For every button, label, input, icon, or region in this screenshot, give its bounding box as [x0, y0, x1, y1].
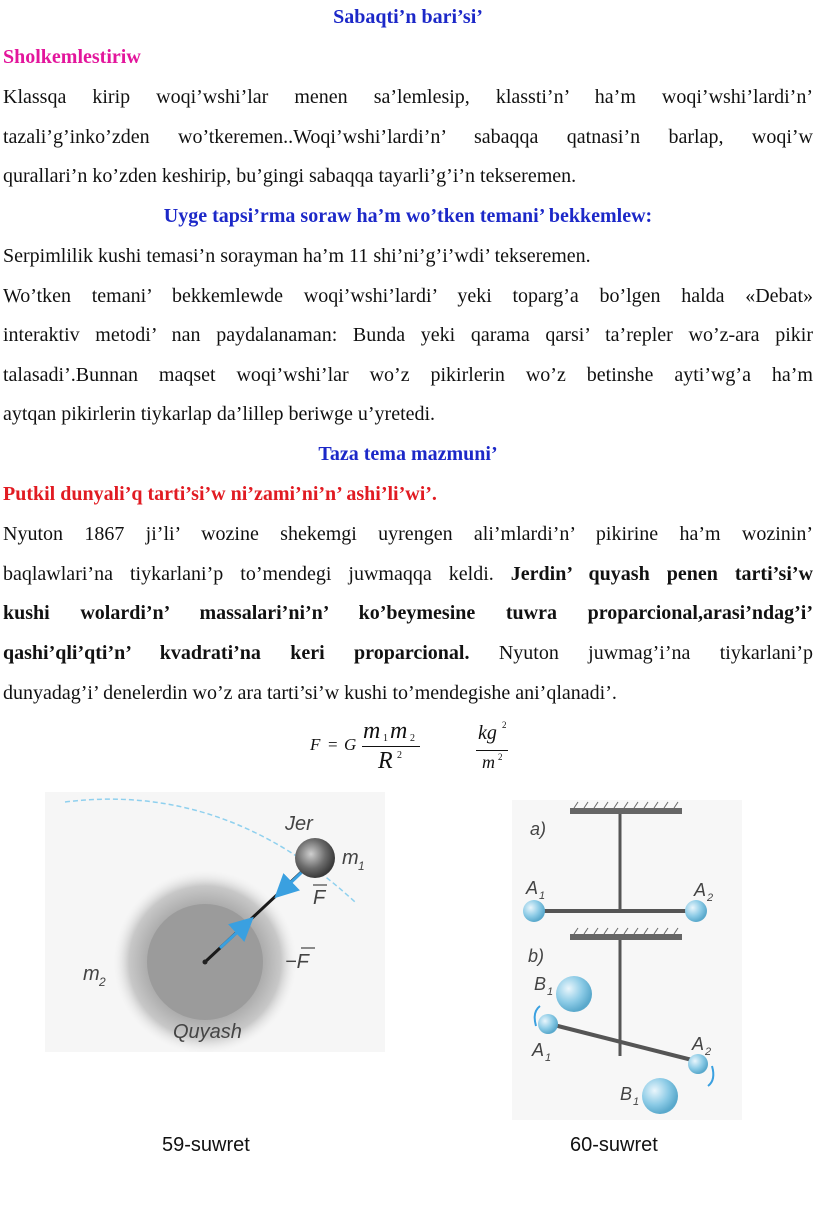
bold-text: qashi’qli’qti’n’ kvadrati’na keri proparcional.: [3, 642, 470, 664]
label-minus-F: −F: [285, 951, 309, 973]
label-B1-bottom: B: [620, 1084, 633, 1104]
label-B1-bottom-sub: 1: [633, 1096, 640, 1108]
paragraph-line: [3, 640, 813, 666]
label-sun: Quyash: [173, 1021, 242, 1043]
formula-m2: m: [390, 718, 408, 744]
caption-60: 60-suwret: [570, 1134, 658, 1156]
paragraph-line: Klassqa kirip woqi’wshi’lar menen sa’lemlesip, klassti’n’ ha’m woqi’wshi’lardi’n’: [3, 86, 813, 108]
gravitation-formula: [300, 720, 540, 780]
formula-G: G: [344, 735, 357, 754]
label-A2-a-sub: 2: [707, 892, 714, 904]
bold-text: kushi wolardi’n’ massalari’ni’n’ ko’beymesine tuwra proparcional,arasi’ndag’i’: [3, 602, 813, 624]
unit-fraction-bar: [476, 750, 508, 751]
formula-exp: 2: [397, 750, 402, 761]
fraction-bar: [362, 746, 420, 747]
unit-m: m: [482, 752, 495, 772]
ball-A1-a: [523, 900, 545, 922]
label-A2-b: A: [692, 1034, 705, 1054]
label-m2-sub: 2: [99, 975, 106, 989]
ball-B1-bottom: [642, 1078, 678, 1114]
paragraph-line: dunyadag’i’ denelerdin wo’z ara tarti’si’w kushi to’mendegishe ani’qlanadi’.: [3, 682, 617, 704]
label-m1-sub: 1: [358, 859, 365, 873]
caption-59: 59-suwret: [162, 1134, 250, 1156]
label-m2: m: [83, 963, 100, 985]
formula-equals: =: [328, 735, 338, 754]
page-title: Sabaqti’n bari’si’: [333, 6, 483, 28]
label-a: a): [530, 819, 547, 839]
label-F: F: [313, 887, 326, 909]
formula-sub1: 1: [383, 733, 388, 744]
plain-text: Nyuton juwmag’i’na tiykarlani’p: [498, 642, 814, 664]
formula-R: R: [378, 748, 393, 774]
ball-B1-top: [556, 976, 592, 1012]
label-A1-a-sub: 1: [539, 890, 546, 902]
formula-F: F: [310, 735, 321, 754]
paragraph-line: qurallari’n ko’zden keshirip, bu’gingi sabaqqa tayarli’g’i’n tekseremen.: [3, 165, 577, 187]
plain-text: baqlawlari’na tiykarlani’p to’mendegi juwmaqqa keldi.: [3, 563, 494, 585]
formula-m1: m: [363, 718, 381, 744]
torsion-balance-illustration: [512, 800, 742, 1120]
bold-text: Jerdin’ quyash penen tarti’si’w: [510, 563, 813, 585]
label-B1-top: B: [534, 974, 547, 994]
label-A2-a: A: [694, 880, 707, 900]
paragraph-line: [3, 600, 813, 626]
label-A1-b: A: [532, 1040, 545, 1060]
label-m1: m: [342, 847, 359, 869]
sun-earth-illustration: [45, 792, 385, 1052]
paragraph-line: [3, 561, 813, 587]
section-heading-homework: Uyge tapsi’rma soraw ha’m wo’tken temani’ bekkemlew:: [163, 205, 653, 227]
paragraph-line: Serpimlilik kushi temasi’n sorayman ha’m 11 shi’ni’g’i’wdi’ tekseremen.: [3, 245, 591, 267]
paragraph-line: Nyuton 1867 ji’li’ wozine shekemgi uyrengen ali’mlardi’n’ pikirine ha’m wozinin’: [3, 523, 813, 545]
topic-subheading: Putkil dunyali’q tarti’si’w ni’zami’ni’n’ ashi’li’wi’.: [3, 483, 437, 505]
ball-A1-b: [538, 1014, 558, 1034]
earth: [295, 838, 335, 878]
label-A1-a: A: [526, 878, 539, 898]
paragraph-line: tazali’g’inko’zden wo’tkeremen..Woqi’wshi’lardi’n’ sabaqqa qatnasi’n barlap, woqi’w: [3, 126, 813, 148]
formula-sub2: 2: [410, 733, 415, 744]
unit-kg-exp: 2: [502, 720, 507, 730]
figure-60: [512, 800, 742, 1120]
unit-kg: kg: [478, 722, 497, 744]
paragraph-line: aytqan pikirlerin tiykarlap da’lillep beriwge u’yretedi.: [3, 403, 436, 425]
ball-A2-a: [685, 900, 707, 922]
section-heading-new-topic: Taza tema mazmuni’: [318, 443, 498, 465]
unit-m-exp: 2: [498, 752, 503, 762]
paragraph-line: interaktiv metodi’ nan paydalanaman: Bunda yeki qarama qarsi’ ta’repler wo’z-ara pikir: [3, 324, 813, 346]
figure-59: [45, 792, 385, 1052]
paragraph-line: talasadi’.Bunnan maqset woqi’wshi’lar wo’z pikirlerin wo’z betinshe ayti’wg’a ha’m: [3, 364, 813, 386]
label-b: b): [528, 946, 545, 966]
label-B1-top-sub: 1: [547, 986, 554, 998]
label-A1-b-sub: 1: [545, 1052, 552, 1064]
section-heading-organization: Sholkemlestiriw: [3, 46, 141, 68]
paragraph-line: Wo’tken temani’ bekkemlewde woqi’wshi’lardi’ yeki toparg’a bo’lgen halda «Debat»: [3, 285, 813, 307]
label-earth: Jer: [285, 813, 313, 835]
label-A2-b-sub: 2: [705, 1046, 712, 1058]
